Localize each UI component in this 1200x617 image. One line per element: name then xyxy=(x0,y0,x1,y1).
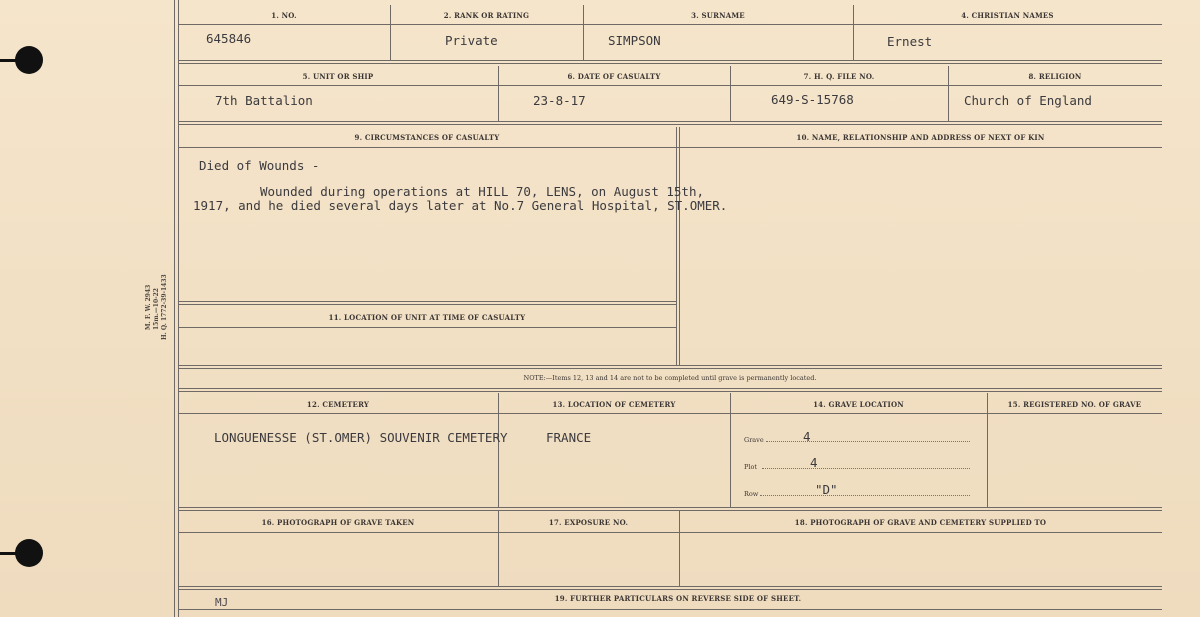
header-cemetery: 12. CEMETERY xyxy=(306,400,370,409)
row3-div xyxy=(676,127,677,365)
value-unit: 7th Battalion xyxy=(215,93,313,108)
grave-dotline xyxy=(766,441,970,442)
row4-div2 xyxy=(730,393,731,507)
value-location-cemetery: FRANCE xyxy=(546,430,592,445)
value-hq: 649-S-15768 xyxy=(771,92,854,107)
value-no: 645846 xyxy=(206,31,252,46)
form-code-3: H. Q. 1772-39-1433 xyxy=(161,274,168,340)
row1-bottom xyxy=(178,60,1162,61)
row1-bottom2 xyxy=(178,63,1162,64)
form-code-1: M. F. W. 2943 xyxy=(145,284,152,330)
row4-div1 xyxy=(498,393,499,507)
header-no: 1. NO. xyxy=(271,11,297,20)
value-grave: 4 xyxy=(803,429,811,444)
note-top xyxy=(178,365,1162,366)
row4-bottom2 xyxy=(178,510,1162,511)
row2-bottom2 xyxy=(178,124,1162,125)
circumstances-line3: 1917, and he died several days later at No.7 General Hospital, ST.OMER. xyxy=(193,198,728,213)
value-row: "D" xyxy=(815,482,838,497)
row4-bottom xyxy=(178,507,1162,508)
header-grave-location: 14. GRAVE LOCATION xyxy=(813,400,904,409)
header-registered: 15. REGISTERED NO. OF GRAVE xyxy=(1007,400,1142,409)
circumstances-line1: Died of Wounds - xyxy=(199,158,320,173)
value-surname: SIMPSON xyxy=(608,33,661,48)
punch-hole-top-tail xyxy=(0,59,22,62)
initials: MJ xyxy=(215,596,229,609)
value-plot: 4 xyxy=(810,455,818,470)
plot-label: Plot xyxy=(744,463,757,471)
header-location-unit: 11. LOCATION OF UNIT AT TIME OF CASUALTY xyxy=(328,313,526,322)
header-surname: 3. SURNAME xyxy=(691,11,745,20)
header-further: 19. FURTHER PARTICULARS ON REVERSE SIDE OF SHEET. xyxy=(554,594,802,603)
row4-div3 xyxy=(987,393,988,507)
header-rank: 2. RANK OR RATING xyxy=(443,11,530,20)
value-religion: Church of England xyxy=(964,93,1092,108)
row2-under-header xyxy=(178,85,1162,86)
header-location-cemetery: 13. LOCATION OF CEMETERY xyxy=(552,400,676,409)
row6-top2 xyxy=(178,589,1162,590)
row-dotline xyxy=(760,495,970,496)
row3-div2 xyxy=(679,127,680,365)
row11-top xyxy=(178,301,676,302)
row2-bottom xyxy=(178,121,1162,122)
header-next-of-kin: 10. NAME, RELATIONSHIP AND ADDRESS OF NEXT OF KIN xyxy=(796,133,1045,142)
header-circumstances: 9. CIRCUMSTANCES OF CASUALTY xyxy=(354,133,500,142)
note-bottom2 xyxy=(178,391,1162,392)
value-cemetery: LONGUENESSE (ST.OMER) SOUVENIR CEMETERY xyxy=(214,430,508,445)
plot-dotline xyxy=(762,468,970,469)
value-christian: Ernest xyxy=(887,34,933,49)
note-bottom xyxy=(178,388,1162,389)
header-photo-supplied: 18. PHOTOGRAPH OF GRAVE AND CEMETERY SUPPLIED TO xyxy=(794,518,1047,527)
row1-under-header xyxy=(178,24,1162,25)
form-code-2: 15m.—10-22 xyxy=(153,288,160,330)
row4-under-header xyxy=(178,413,1162,414)
header-hq: 7. H. Q. FILE NO. xyxy=(803,72,875,81)
note-text: NOTE:—Items 12, 13 and 14 are not to be completed until grave is permanently located. xyxy=(523,374,817,382)
value-date: 23-8-17 xyxy=(533,93,586,108)
header-exposure: 17. EXPOSURE NO. xyxy=(548,518,629,527)
row6-bottom xyxy=(178,609,1162,610)
row5-under-header xyxy=(178,532,1162,533)
row3-under-header xyxy=(178,147,1162,148)
header-unit: 5. UNIT OR SHIP xyxy=(302,72,374,81)
note-top2 xyxy=(178,368,1162,369)
row6-top xyxy=(178,586,1162,587)
header-date: 6. DATE OF CASUALTY xyxy=(567,72,661,81)
value-rank: Private xyxy=(445,33,498,48)
row-label: Row xyxy=(744,490,759,498)
row11-top2 xyxy=(178,304,676,305)
circumstances-line2: Wounded during operations at HILL 70, LENS, on August 15th, xyxy=(260,184,705,199)
header-photo-taken: 16. PHOTOGRAPH OF GRAVE TAKEN xyxy=(261,518,415,527)
header-religion: 8. RELIGION xyxy=(1028,72,1082,81)
left-border xyxy=(174,0,175,617)
row11-under-header xyxy=(178,327,676,328)
header-christian: 4. CHRISTIAN NAMES xyxy=(961,11,1054,20)
punch-hole-bottom-tail xyxy=(0,552,22,555)
grave-label: Grave xyxy=(744,436,764,444)
